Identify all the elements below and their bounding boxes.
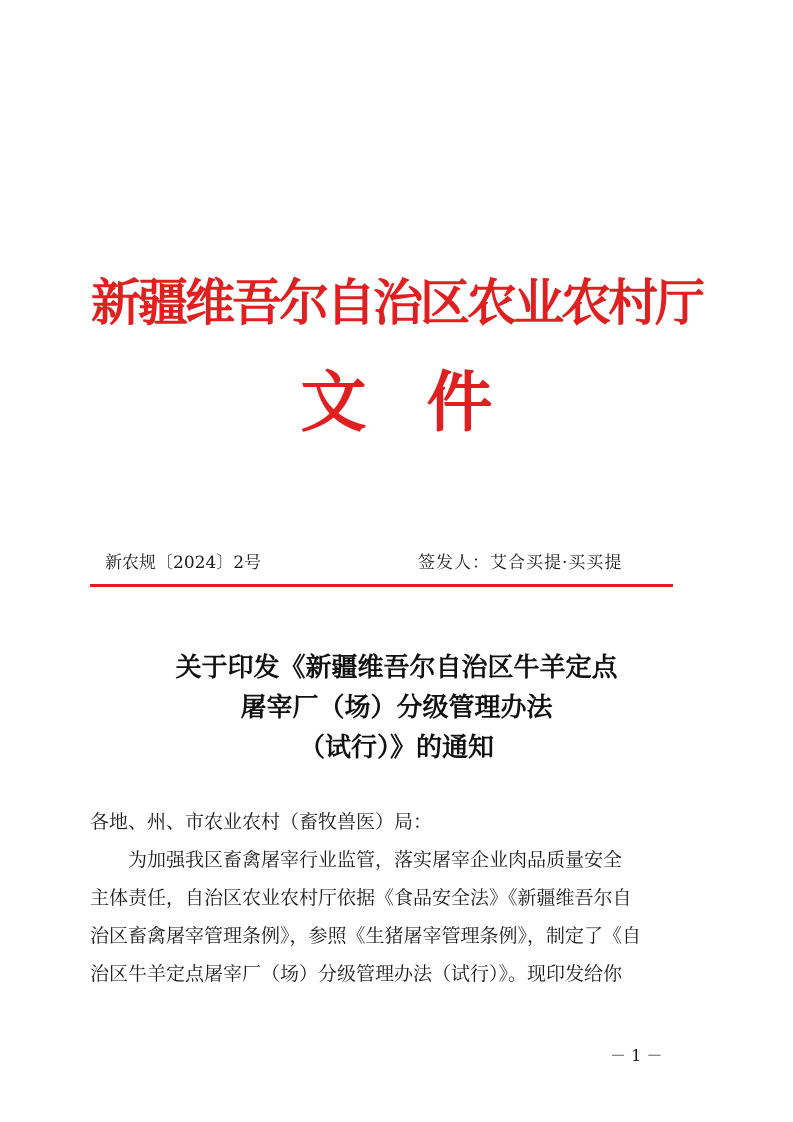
red-separator-line <box>90 584 673 587</box>
salutation: 各地、州、市农业农村（畜牧兽医）局： <box>90 811 433 833</box>
body-line: 治区畜禽屠宰管理条例》，参照《生猪屠宰管理条例》，制定了《自 <box>90 925 642 947</box>
body-line: 主体责任，自治区农业农村厅依据《食品安全法》《新疆维吾尔自 <box>90 887 632 909</box>
signer: 签发人：艾合买提·买买提 <box>418 553 623 573</box>
title-line-1: 关于印发《新疆维吾尔自治区牛羊定点 <box>175 653 618 683</box>
document-number: 新农规〔2024〕2号 <box>105 553 262 573</box>
body-text <box>90 803 680 993</box>
title-line-2: 屠宰厂（场）分级管理办法 <box>240 693 553 723</box>
document-title <box>0 648 793 768</box>
body-line: 治区牛羊定点屠宰厂（场）分级管理办法（试行）》。现印发给你 <box>90 963 623 985</box>
page-number: － 1 － <box>610 1046 663 1065</box>
issuer-name: 新疆维吾尔自治区农业农村厅 <box>91 274 702 332</box>
title-line-3: （试行）》的通知 <box>298 733 494 763</box>
document-type: 文件 <box>300 363 553 441</box>
body-line: 为加强我区畜禽屠宰行业监管，落实屠宰企业肉品质量安全 <box>128 849 623 871</box>
